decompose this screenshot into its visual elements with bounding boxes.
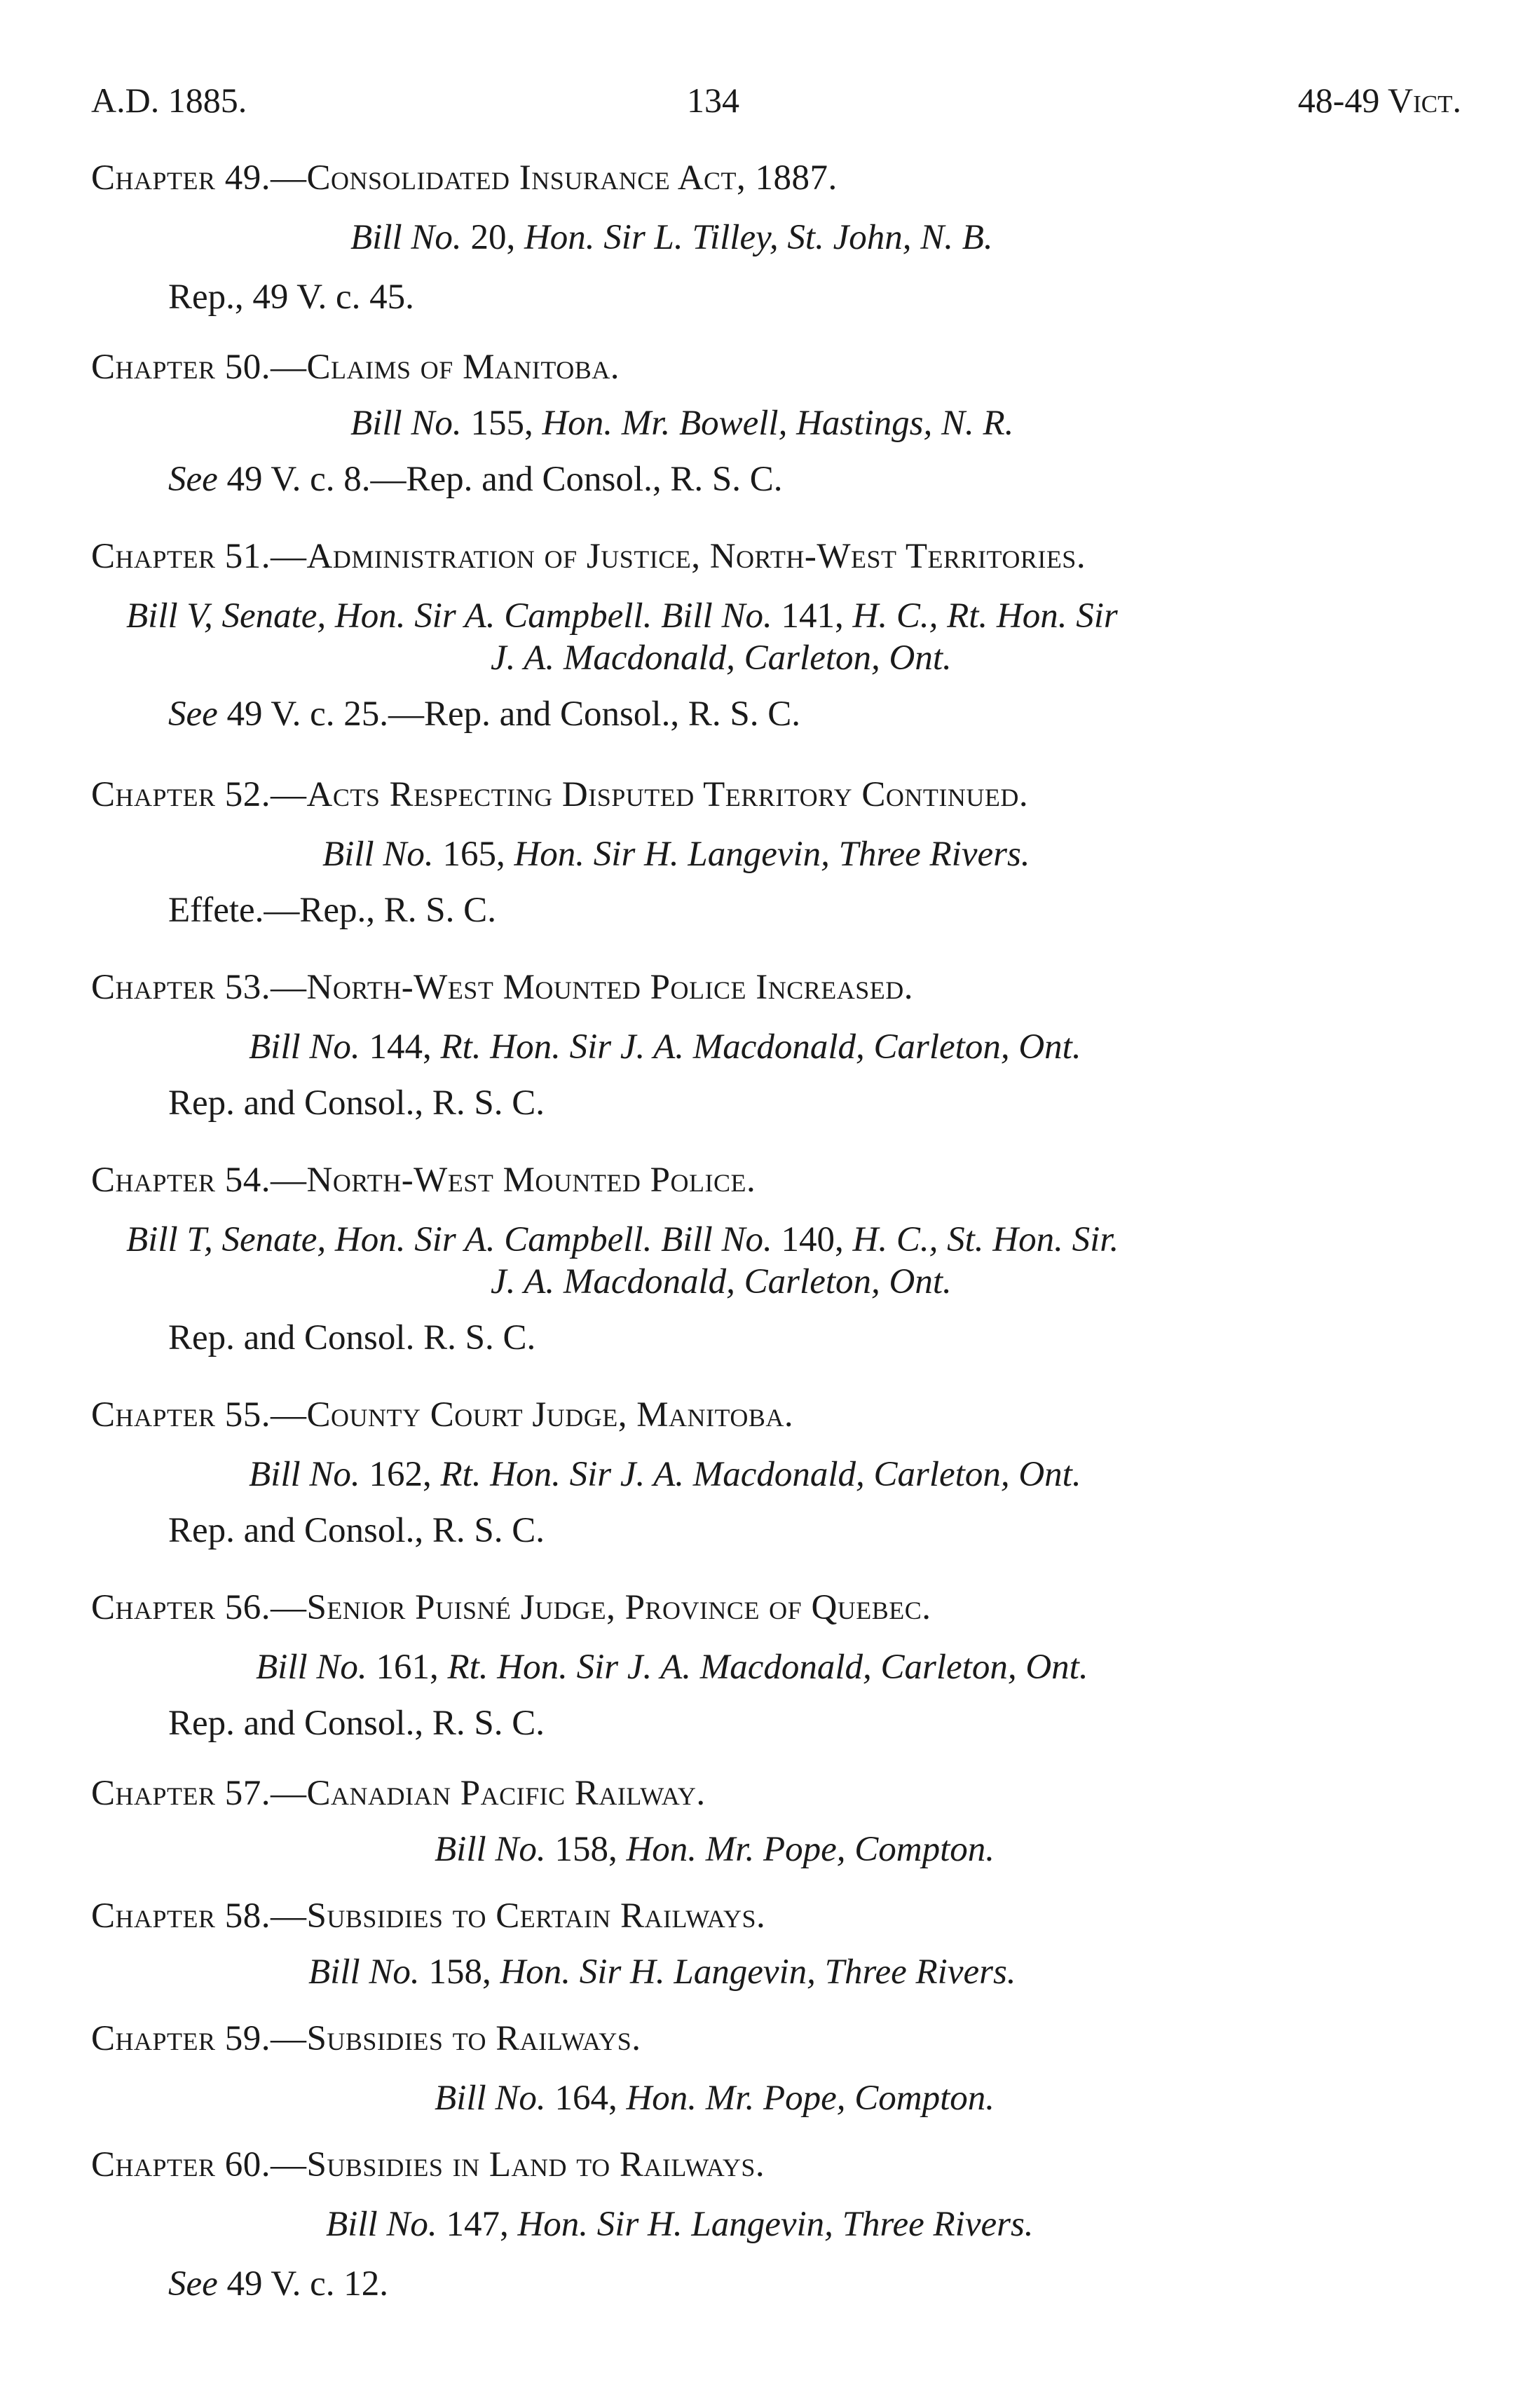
- bill-line: Bill No. 158, Hon. Sir H. Langevin, Three Rivers.: [308, 1952, 1016, 1992]
- bill-line: Bill No. 155, Hon. Mr. Bowell, Hastings, N. R.: [350, 404, 1014, 443]
- page-number: 134: [687, 81, 739, 120]
- chapter-heading: Chapter 51.—Administration of Justice, North-West Territories.: [91, 537, 1086, 576]
- bill-line: Bill No. 147, Hon. Sir H. Langevin, Three Rivers.: [326, 2205, 1034, 2244]
- note-line: See 49 V. c. 8.—Rep. and Consol., R. S. C.: [168, 460, 783, 499]
- chapter-heading: Chapter 50.—Claims of Manitoba.: [91, 348, 620, 387]
- bill-line: Bill No. 161, Rt. Hon. Sir J. A. Macdonald, Carleton, Ont.: [256, 1648, 1088, 1687]
- note-line: Rep. and Consol., R. S. C.: [168, 1704, 545, 1743]
- chapter-heading: Chapter 60.—Subsidies in Land to Railways.: [91, 2145, 765, 2184]
- note-line: See 49 V. c. 12.: [168, 2264, 389, 2304]
- chapter-heading: Chapter 56.—Senior Puisné Judge, Province of Quebec.: [91, 1588, 931, 1627]
- header-year: A.D. 1885.: [91, 81, 247, 120]
- header-session: 48-49 Vict.: [1297, 81, 1461, 120]
- chapter-heading: Chapter 49.—Consolidated Insurance Act, 1887.: [91, 158, 838, 198]
- chapter-heading: Chapter 55.—County Court Judge, Manitoba.: [91, 1395, 794, 1435]
- bill-line: Bill No. 20, Hon. Sir L. Tilley, St. John, N. B.: [350, 218, 993, 257]
- chapter-heading: Chapter 54.—North-West Mounted Police.: [91, 1161, 756, 1200]
- chapter-heading: Chapter 59.—Subsidies to Railways.: [91, 2019, 641, 2058]
- bill-line: Bill No. 144, Rt. Hon. Sir J. A. Macdonald, Carleton, Ont.: [249, 1027, 1081, 1067]
- bill-line-continued: J. A. Macdonald, Carleton, Ont.: [491, 638, 952, 678]
- bill-line: Bill No. 158, Hon. Mr. Pope, Compton.: [435, 1830, 995, 1869]
- bill-line: Bill No. 164, Hon. Mr. Pope, Compton.: [435, 2079, 995, 2118]
- note-line: Rep. and Consol., R. S. C.: [168, 1083, 545, 1123]
- chapter-heading: Chapter 58.—Subsidies to Certain Railways.: [91, 1896, 766, 1936]
- note-line: Rep., 49 V. c. 45.: [168, 278, 414, 317]
- bill-line-continued: J. A. Macdonald, Carleton, Ont.: [491, 1262, 952, 1301]
- bill-line: Bill V, Senate, Hon. Sir A. Campbell. Bill No. 141, H. C., Rt. Hon. Sir: [126, 596, 1118, 636]
- bill-line: Bill T, Senate, Hon. Sir A. Campbell. Bill No. 140, H. C., St. Hon. Sir.: [126, 1220, 1119, 1259]
- note-line: Rep. and Consol., R. S. C.: [168, 1511, 545, 1550]
- note-line: Rep. and Consol. R. S. C.: [168, 1318, 536, 1357]
- chapter-heading: Chapter 57.—Canadian Pacific Railway.: [91, 1774, 706, 1813]
- running-header: [91, 76, 1461, 125]
- note-line: Effete.—Rep., R. S. C.: [168, 891, 496, 930]
- chapter-heading: Chapter 52.—Acts Respecting Disputed Territory Continued.: [91, 775, 1029, 814]
- bill-line: Bill No. 162, Rt. Hon. Sir J. A. Macdonald, Carleton, Ont.: [249, 1455, 1081, 1494]
- chapter-heading: Chapter 53.—North-West Mounted Police Increased.: [91, 968, 913, 1007]
- bill-line: Bill No. 165, Hon. Sir H. Langevin, Three Rivers.: [322, 835, 1030, 874]
- note-line: See 49 V. c. 25.—Rep. and Consol., R. S. C.: [168, 695, 800, 734]
